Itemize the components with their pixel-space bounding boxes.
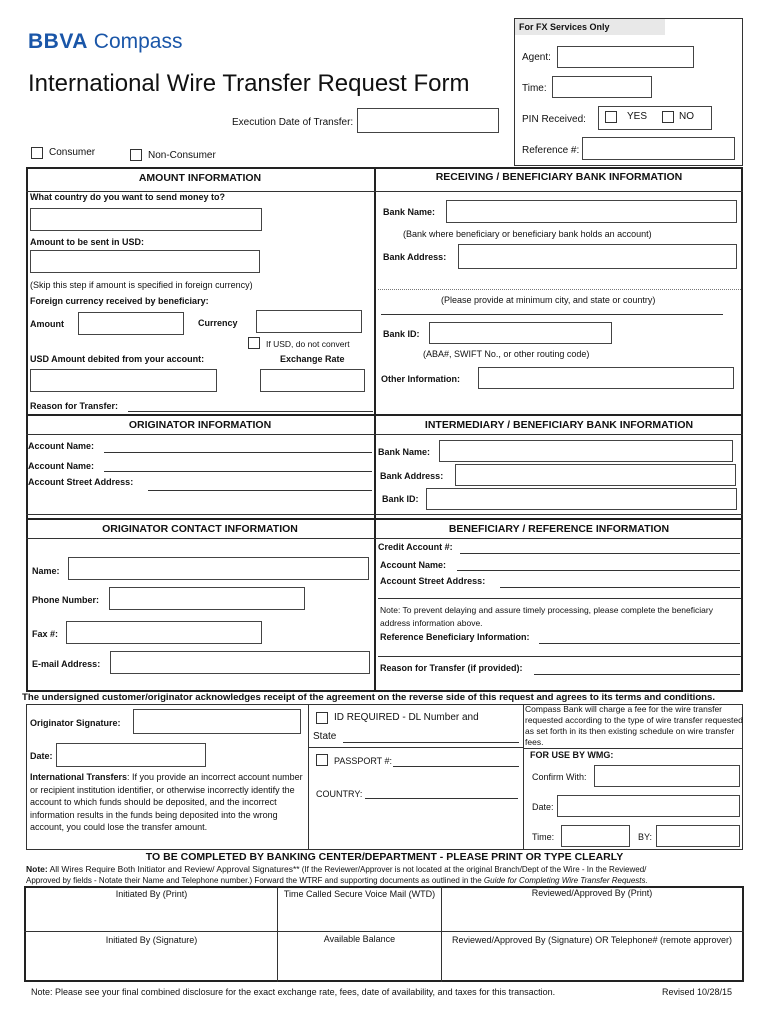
contact-phone-input[interactable] <box>109 587 305 610</box>
bbva-compass-logo: BBVA Compass <box>28 30 183 53</box>
reviewed-sig-label: Reviewed/Approved By (Signature) OR Telephone# (remote approver) <box>452 935 732 945</box>
wmg-date-input[interactable] <box>557 795 740 817</box>
wmg-by-input[interactable] <box>656 825 740 847</box>
fee-divider <box>523 748 743 749</box>
exchange-rate-label: Exchange Rate <box>280 354 345 364</box>
inter-bank-id-label: Bank ID: <box>382 494 419 504</box>
fx-reference-input[interactable] <box>582 137 735 160</box>
pin-yes-checkbox[interactable] <box>605 111 617 123</box>
id-required-checkbox[interactable] <box>316 712 328 724</box>
row-line <box>26 514 743 515</box>
other-info-label: Other Information: <box>381 374 460 384</box>
country-label: COUNTRY: <box>316 789 363 799</box>
confirm-with-label: Confirm With: <box>532 772 587 782</box>
wmg-date-label: Date: <box>532 802 554 812</box>
passport-label: PASSPORT #: <box>334 756 393 766</box>
contact-name-input[interactable] <box>68 557 369 580</box>
row-line <box>26 434 743 435</box>
inter-bank-address-label: Bank Address: <box>380 471 444 481</box>
address-line[interactable] <box>378 289 741 290</box>
credit-account-label: Credit Account #: <box>378 542 453 552</box>
usd-amount-input[interactable] <box>30 250 260 273</box>
inter-bank-address-input[interactable] <box>455 464 736 486</box>
state-label: State <box>313 731 337 742</box>
inter-bank-name-input[interactable] <box>439 440 733 462</box>
row-line <box>26 518 743 520</box>
ref-benef-line-2[interactable] <box>378 656 741 657</box>
bank-note-line-1: Note: All Wires Require Both Initiator and Review/ Approval Signatures** (If the Reviewer/Approver is not located at the original Branch/Dept of the Wire - In the Reviewed/ <box>26 864 647 874</box>
footer-note: Note: Please see your final combined disclosure for the exact exchange rate, fees, date of availability, and taxes for this transaction. <box>31 987 556 997</box>
benef-note: Note: To prevent delaying and assure timely processing, please complete the beneficiary address information above. <box>380 605 713 628</box>
consumer-checkbox[interactable] <box>31 147 43 159</box>
usd-no-convert-label: If USD, do not convert <box>266 339 350 349</box>
non-consumer-checkbox[interactable] <box>130 149 142 161</box>
benef-account-name-line[interactable] <box>457 570 740 571</box>
available-balance-label: Available Balance <box>323 934 396 944</box>
fx-reference-label: Reference #: <box>522 145 580 156</box>
pin-no-checkbox[interactable] <box>662 111 674 123</box>
id-divider <box>308 747 523 748</box>
fx-time-label: Time: <box>522 83 547 94</box>
amount-label: Amount <box>30 319 64 329</box>
country-line[interactable] <box>365 798 518 799</box>
reason-label: Reason for Transfer: <box>30 401 119 411</box>
country-input[interactable] <box>30 208 262 231</box>
form-title: International Wire Transfer Request Form <box>28 70 470 97</box>
wmg-time-input[interactable] <box>561 825 630 847</box>
wmg-label: FOR USE BY WMG: <box>530 750 614 760</box>
bank-id-label: Bank ID: <box>383 329 420 339</box>
initiated-print-label: Initiated By (Print) <box>115 889 188 899</box>
orig-account-name-line-2[interactable] <box>104 471 372 472</box>
bank-name-label: Bank Name: <box>383 207 436 217</box>
consumer-label: Consumer <box>49 147 96 158</box>
fx-time-input[interactable] <box>552 76 652 98</box>
orig-street-line[interactable] <box>148 490 372 491</box>
bank-id-input[interactable] <box>429 322 612 344</box>
skip-note: (Skip this step if amount is specified in foreign currency) <box>30 280 253 290</box>
col-line <box>441 886 442 982</box>
benef-reason-label: Reason for Transfer (if provided): <box>380 663 523 673</box>
exchange-rate-input[interactable] <box>260 369 365 392</box>
address-line-2[interactable] <box>381 314 723 315</box>
pin-yes-label: YES <box>627 111 648 122</box>
orig-street-label: Account Street Address: <box>28 477 134 487</box>
non-consumer-label: Non-Consumer <box>148 150 216 161</box>
usd-amount-label: Amount to be sent in USD: <box>30 237 144 247</box>
benef-reason-line[interactable] <box>534 674 740 675</box>
row-line <box>24 931 744 932</box>
orig-account-name-line-1[interactable] <box>104 452 372 453</box>
currency-label: Currency <box>198 318 238 328</box>
pin-no-label: NO <box>679 111 694 122</box>
contact-email-input[interactable] <box>110 651 370 674</box>
address-note: (Please provide at minimum city, and state or country) <box>441 295 656 305</box>
bank-name-input[interactable] <box>446 200 737 223</box>
usd-no-convert-checkbox[interactable] <box>248 337 260 349</box>
originator-signature-input[interactable] <box>133 709 301 734</box>
passport-line[interactable] <box>393 766 519 767</box>
other-info-input[interactable] <box>478 367 734 389</box>
ack-text: The undersigned customer/originator acknowledges receipt of the agreement on the reverse side of this request and agrees to its terms and conditions. <box>22 692 716 703</box>
country-question: What country do you want to send money to? <box>30 192 225 202</box>
receiving-header: RECEIVING / BENEFICIARY BANK INFORMATION <box>435 171 683 183</box>
banking-header: TO BE COMPLETED BY BANKING CENTER/DEPARTMENT - PLEASE PRINT OR TYPE CLEARLY <box>145 851 624 863</box>
col-line <box>308 704 309 850</box>
foreign-amount-input[interactable] <box>78 312 184 335</box>
wmg-time-label: Time: <box>532 832 555 842</box>
benef-street-line[interactable] <box>500 587 740 588</box>
col-line <box>523 704 524 850</box>
fx-header: For FX Services Only <box>519 22 610 32</box>
ack-date-input[interactable] <box>56 743 206 767</box>
contact-email-label: E-mail Address: <box>32 659 101 669</box>
currency-input[interactable] <box>256 310 362 333</box>
originator-signature-label: Originator Signature: <box>30 718 121 728</box>
intl-transfers-note: International Transfers: If you provide an incorrect account number or recipient institution identifier, or otherwise incorrectly identify the account to which funds should be deposited, and the incorrect information results in the funds being deposited into the wrong account, you could lose the transfer amount. <box>30 772 303 832</box>
wmg-by-label: BY: <box>638 832 653 842</box>
execution-date-label: Execution Date of Transfer: <box>232 117 354 128</box>
contact-phone-label: Phone Number: <box>32 595 100 605</box>
benef-account-name-label: Account Name: <box>380 560 447 570</box>
usd-debited-label: USD Amount debited from your account: <box>30 354 205 364</box>
ref-benef-line[interactable] <box>539 643 740 644</box>
bank-note-line-2: Approved by fields - Notate their Name and Telephone number.) Forward the WTRF and supporting documents as outlined in the Guide for Completing Wire Transfer Requests. <box>26 876 648 885</box>
originator-header: ORIGINATOR INFORMATION <box>128 419 272 431</box>
contact-name-label: Name: <box>32 566 60 576</box>
contact-fax-input[interactable] <box>66 621 262 644</box>
contact-header: ORIGINATOR CONTACT INFORMATION <box>102 523 298 535</box>
ack-date-label: Date: <box>30 751 53 761</box>
row-line <box>26 538 743 539</box>
foreign-currency-label: Foreign currency received by beneficiary: <box>30 296 209 306</box>
orig-account-name-label-2: Account Name: <box>28 461 95 471</box>
reason-line[interactable] <box>128 411 373 412</box>
amount-header: AMOUNT INFORMATION <box>138 172 262 184</box>
inter-bank-id-input[interactable] <box>426 488 737 510</box>
orig-account-name-label-1: Account Name: <box>28 441 95 451</box>
bank-address-input[interactable] <box>458 244 737 269</box>
credit-account-line[interactable] <box>460 553 740 554</box>
passport-checkbox[interactable] <box>316 754 328 766</box>
confirm-with-input[interactable] <box>594 765 740 787</box>
benef-street-label: Account Street Address: <box>380 576 486 586</box>
reviewed-print-label: Reviewed/Approved By (Print) <box>531 888 653 898</box>
ref-benef-label: Reference Beneficiary Information: <box>380 632 530 642</box>
bank-id-note: (ABA#, SWIFT No., or other routing code) <box>423 349 590 359</box>
inter-bank-name-label: Bank Name: <box>378 447 431 457</box>
id-state-line[interactable] <box>343 742 519 743</box>
intermediary-header: INTERMEDIARY / BENEFICIARY BANK INFORMATION <box>424 419 694 431</box>
beneficiary-header: BENEFICIARY / REFERENCE INFORMATION <box>448 523 670 535</box>
initiated-sig-label: Initiated By (Signature) <box>105 935 198 945</box>
pin-label: PIN Received: <box>522 114 586 125</box>
execution-date-input[interactable] <box>357 108 499 133</box>
benef-street-line-2[interactable] <box>378 598 741 599</box>
bank-address-label: Bank Address: <box>383 252 447 262</box>
time-called-label: Time Called Secure Voice Mail (WTD) <box>283 889 436 899</box>
revised-date: Revised 10/28/15 <box>662 987 733 997</box>
id-required-label: ID REQUIRED - DL Number and <box>334 712 479 723</box>
fee-note: Compass Bank will charge a fee for the wire transfer requested according to the type of wire transfer requested as set forth in its then existing schedule on wire transfer fees. <box>525 704 743 747</box>
fx-agent-label: Agent: <box>522 52 551 63</box>
contact-fax-label: Fax #: <box>32 629 59 639</box>
usd-debited-input[interactable] <box>30 369 217 392</box>
row-line <box>26 414 743 416</box>
bank-name-note: (Bank where beneficiary or beneficiary bank holds an account) <box>403 229 652 239</box>
fx-agent-input[interactable] <box>557 46 694 68</box>
